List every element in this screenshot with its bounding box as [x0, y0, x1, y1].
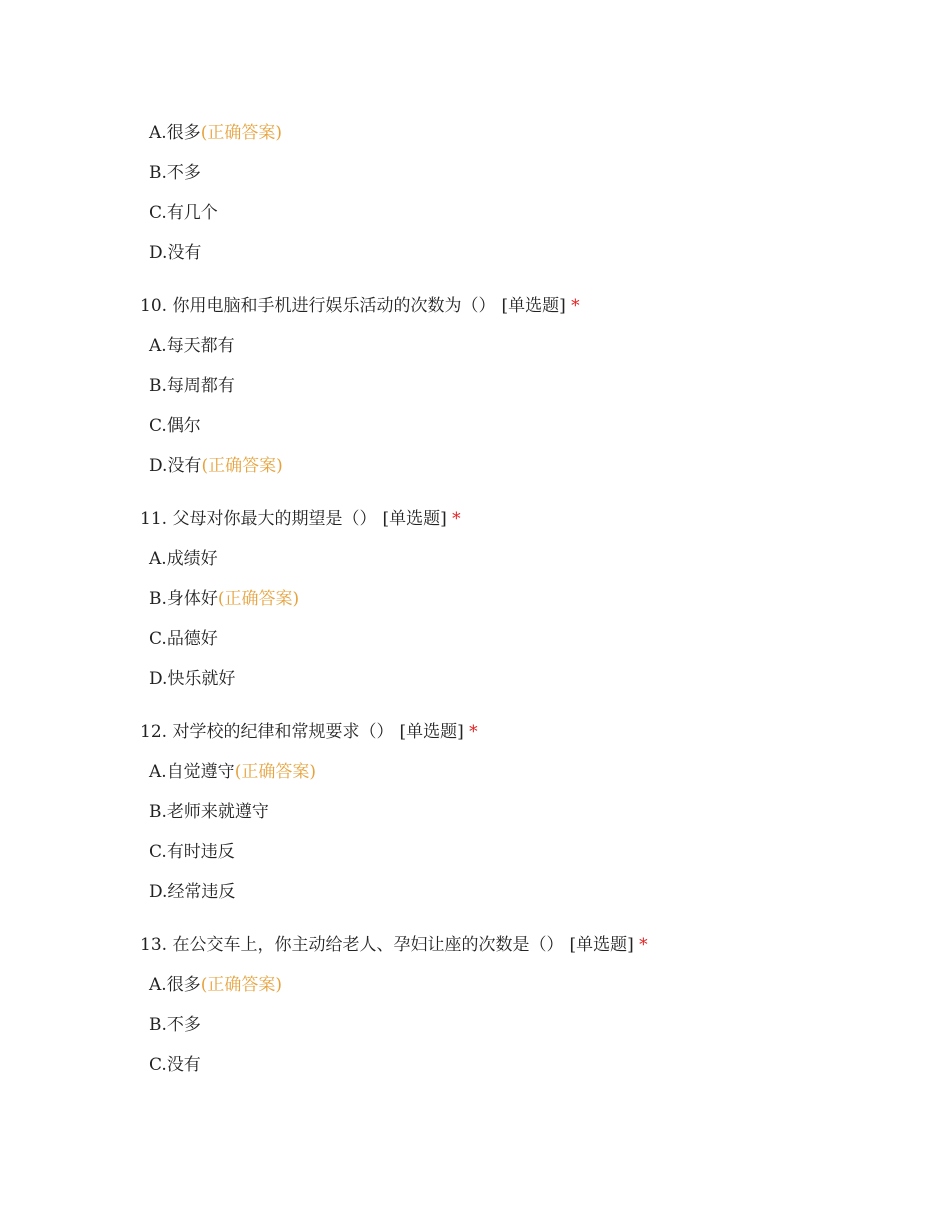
option-row: [140, 1005, 900, 1045]
option-text: 很多: [166, 975, 201, 995]
option-letter: A.: [149, 549, 167, 569]
option-row: [140, 832, 900, 872]
option-row: [140, 792, 900, 832]
question-type: [单选题]: [569, 935, 634, 955]
required-mark: *: [452, 509, 461, 529]
option-row: [140, 113, 900, 153]
option-text: 有几个: [166, 203, 218, 223]
question-title: [140, 712, 900, 752]
survey-content: [140, 113, 900, 1085]
option-letter: B.: [149, 376, 167, 396]
question-type: [单选题]: [382, 509, 447, 529]
required-mark: *: [639, 935, 648, 955]
option-letter: D.: [149, 882, 168, 902]
option-row: [140, 752, 900, 792]
option-letter: A.: [149, 975, 167, 995]
option-letter: A.: [149, 336, 167, 356]
option-row: [140, 326, 900, 366]
option-text: 成绩好: [166, 549, 218, 569]
question-text: 对学校的纪律和常规要求（）: [172, 722, 394, 742]
question-number: 10.: [140, 296, 168, 316]
question-type: [单选题]: [399, 722, 464, 742]
question-text: 在公交车上，你主动给老人、孕妇让座的次数是（）: [172, 935, 564, 955]
option-row: [140, 965, 900, 1005]
question-text: 父母对你最大的期望是（）: [172, 509, 377, 529]
option-letter: D.: [149, 669, 168, 689]
option-row: [140, 579, 900, 619]
option-text: 很多: [166, 123, 201, 143]
question-13: [140, 925, 900, 1085]
option-row: [140, 446, 900, 486]
question-text: 你用电脑和手机进行娱乐活动的次数为（）: [172, 296, 496, 316]
option-text: 不多: [166, 1015, 201, 1035]
option-letter: C.: [149, 1055, 167, 1075]
option-letter: B.: [149, 163, 167, 183]
option-letter: B.: [149, 1015, 167, 1035]
question-12: [140, 712, 900, 912]
option-row: [140, 619, 900, 659]
required-mark: *: [469, 722, 478, 742]
option-text: 快乐就好: [167, 669, 236, 689]
option-text: 没有: [166, 1055, 201, 1075]
question-title: [140, 925, 900, 965]
option-letter: C.: [149, 842, 167, 862]
option-row: [140, 233, 900, 273]
option-letter: B.: [149, 802, 167, 822]
option-row: [140, 539, 900, 579]
question-10: [140, 286, 900, 486]
question-number: 12.: [140, 722, 168, 742]
option-text: 品德好: [166, 629, 218, 649]
option-row: [140, 406, 900, 446]
option-text: 经常违反: [167, 882, 236, 902]
option-text: 没有: [167, 243, 202, 263]
correct-answer-label: (正确答案): [200, 123, 282, 143]
correct-answer-label: (正确答案): [201, 456, 283, 476]
option-row: [140, 1045, 900, 1085]
correct-answer-label: (正确答案): [234, 762, 316, 782]
option-row: [140, 366, 900, 406]
option-letter: D.: [149, 243, 168, 263]
required-mark: *: [571, 296, 580, 316]
option-row: [140, 872, 900, 912]
option-row: [140, 153, 900, 193]
option-letter: D.: [149, 456, 168, 476]
option-text: 不多: [166, 163, 201, 183]
option-letter: A.: [149, 123, 167, 143]
question-number: 13.: [140, 935, 168, 955]
option-letter: C.: [149, 203, 167, 223]
question-number: 11.: [140, 509, 168, 529]
option-text: 有时违反: [166, 842, 235, 862]
option-text: 老师来就遵守: [166, 802, 269, 822]
question-title: [140, 499, 900, 539]
question-title: [140, 286, 900, 326]
question-11: [140, 499, 900, 699]
option-text: 自觉遵守: [166, 762, 235, 782]
option-text: 偶尔: [166, 416, 201, 436]
option-row: [140, 193, 900, 233]
option-letter: B.: [149, 589, 167, 609]
correct-answer-label: (正确答案): [200, 975, 282, 995]
option-text: 身体好: [166, 589, 218, 609]
option-row: [140, 659, 900, 699]
option-letter: C.: [149, 629, 167, 649]
option-text: 每周都有: [166, 376, 235, 396]
option-letter: A.: [149, 762, 167, 782]
option-text: 每天都有: [166, 336, 235, 356]
option-text: 没有: [167, 456, 202, 476]
question-fragment: [140, 113, 900, 273]
question-type: [单选题]: [501, 296, 566, 316]
correct-answer-label: (正确答案): [217, 589, 300, 609]
option-letter: C.: [149, 416, 167, 436]
